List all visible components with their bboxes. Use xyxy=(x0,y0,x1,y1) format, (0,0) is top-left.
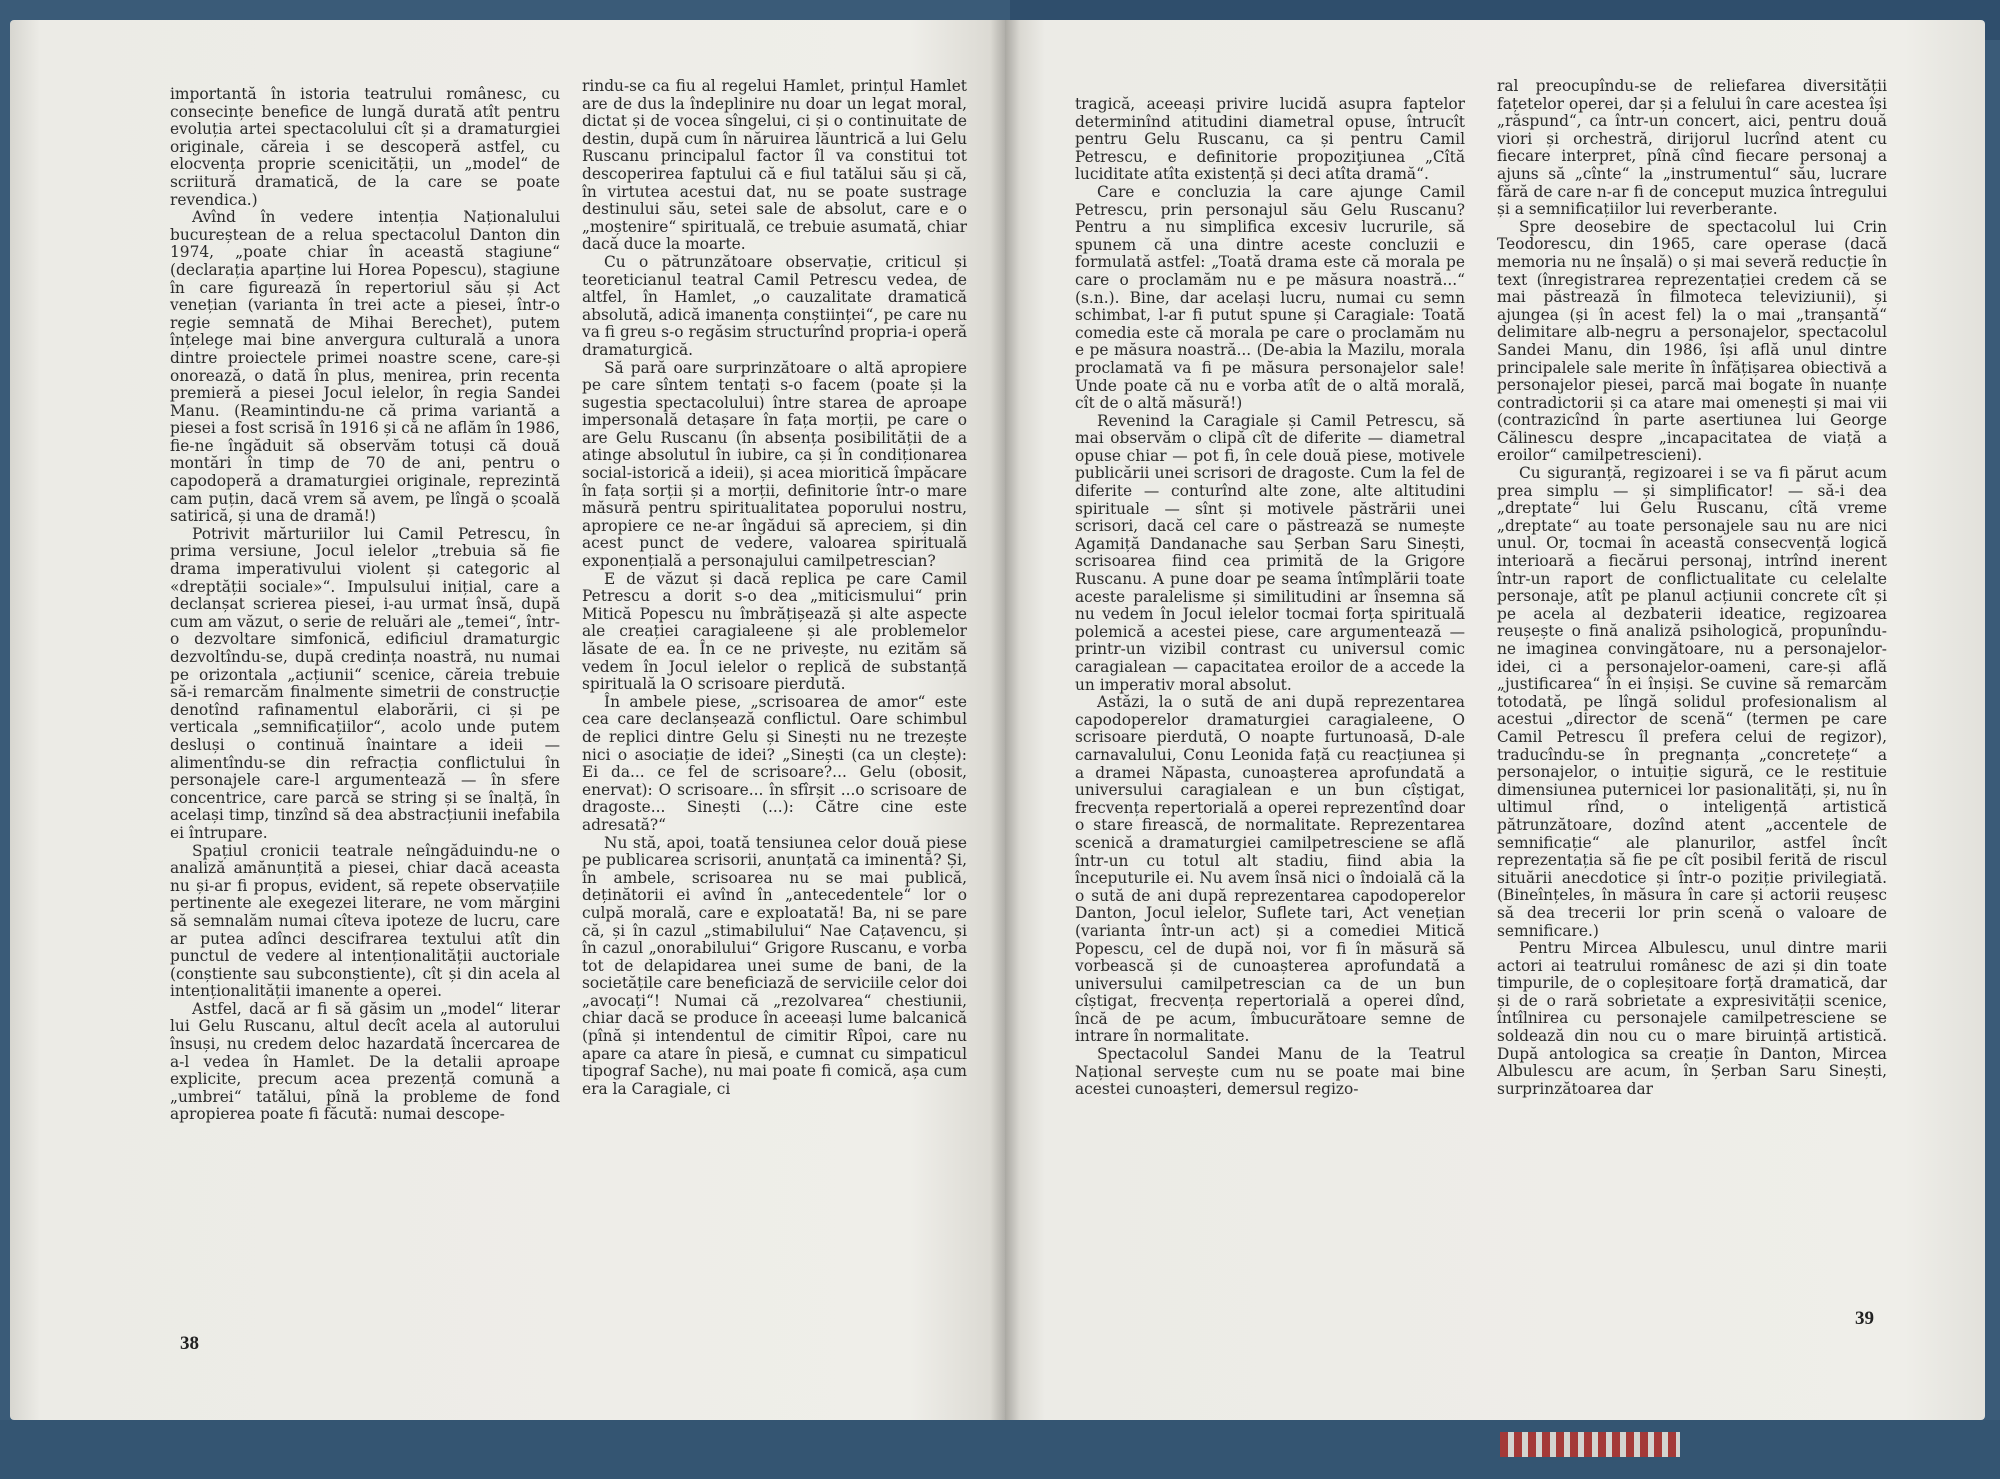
paragraph: Cu siguranță, regizoarei i se va fi părut acum prea simplu — și simplificator! — să-i dea „dreptate“ lui Gelu Ruscanu, cîtă vreme „dreptate“ au toate personajele sau nu are nici unul. Or, tocmai în această consecvență logică interioară a fiecărui personaj, intrînd inerent într-un raport de conflictualitate cu celelalte personaje, atît pe planul acțiunii concrete cît și pe acela al dezbaterii ideatice, regizoarea reușește o fină analiză psihologică, propunîndu-ne imaginea convingătoare, nu a personajelor-idei, ci a personajelor-oameni, care-și află „justificarea“ în ei înșiși. Se cuvine să remarcăm totodată, pe lîngă solidul profesionalism al acestui „director de scenă“ (termen pe care Camil Petrescu îl prefera celui de regizor), traducîndu-se în pregnanța „concretețe“ a personajelor, o intuiție sigură, ce le restituie dimensiunea puternicei lor pasionalități, și, nu în ultimul rînd, o inteligență artistică pătrunzătoare, dozînd atent „accentele de semnificație“ ale planurilor, astfel încît reprezentația să fie pe cît posibil ferită de riscul situării anecdotice și într-o poziție privilegiată. (Bineînțeles, în măsura în care și actorii reușesc să dea trecerii lor prin scenă o valoare de semnificare.) xyxy=(1497,464,1887,940)
page-number-right: 39 xyxy=(1855,1308,1874,1329)
paragraph: Nu stă, apoi, toată tensiunea celor două piese pe publicarea scrisorii, anunțată ca iminentă? Și, în ambele, scrisoarea nu se mai publică, deținătorii ei avînd în „antecedentele“ lor o culpă morală, care e exploatată! Ba, ni se pare că, și în cazul „stimabilului“ Nae Cațavencu, și în cazul „onorabilului“ Grigore Ruscanu, e vorba tot de delapidarea unei sume de bani, de la societățile care beneficiază de serviciile celor doi „avocați“! Numai că „rezolvarea“ chestiunii, chiar dacă se produce în aceeași lume balcanică (pînă și intendentul de cimitir Rîpoi, care nu apare ca atare în piesă, e cumnat cu simpaticul tipograf Sache), nu mai poate fi comică, așa cum era la Caragiale, ci xyxy=(582,833,967,1098)
paragraph: rindu-se ca fiu al regelui Hamlet, prințul Hamlet are de dus la îndeplinire nu doar un legat moral, dictat și de vocea sîngelui, ci și o continuitate de destin, după cum în năruirea lăuntrică a lui Gelu Ruscanu principalul factor îl va constitui tot descoperirea faptului că e fiul tatălui său și că, în virtutea acestui dat, nu se poate sustrage destinului său, setei sale de absolut, care e o „moștenire“ spirituală, ce trebuie asumată, chiar dacă duce la moarte. xyxy=(582,77,967,254)
paragraph: Pentru Mircea Albulescu, unul dintre marii actori ai teatrului românesc de azi și din toate timpurile, de o copleșitoare forță dramatică, dar și de o rară sobrietate a expresivității scenice, întîlnirea cu personajele camilpetresciene se soldează din nou cu o mare biruință artistică. După antologica sa creație în Danton, Mircea Albulescu are acum, în Șerban Saru Sinești, surprinzătoarea dar xyxy=(1497,939,1887,1098)
paragraph: Avînd în vedere intenția Naționalului bucureștean de a relua spectacolul Danton din 1974, „poate chiar în această stagiune“ (declarația aparține lui Horea Popescu), stagiune în care figurează în repertoriul său și Act venețian (varianta în trei acte a piesei, într-o regie semnată de Mihai Berechet), putem înțelege mai bine anvergura culturală a unora dintre proiectele primei noastre scene, care-și onorează, o dată în plus, menirea, prin recenta premieră a piesei Jocul ielelor, în regia Sandei Manu. (Reamintindu-ne că prima variantă a piesei a fost scrisă în 1916 și că ne aflăm în 1986, fie-ne îngăduit să observăm totuși că două montări în timp de 70 de ani, pentru o capodoperă a dramaturgiei originale, reprezintă cam puțin, dacă vrem să avem, pe lîngă o școală satirică, și una de dramă!) xyxy=(170,208,560,526)
paragraph: Spre deosebire de spectacolul lui Crin Teodorescu, din 1965, care operase (dacă memoria nu ne înșală) o și mai severă reducție în text (înregistrarea reprezentației credem că se mai păstrează în filmoteca televiziunii), și ajungea (și în acest fel) la o mai „tranșantă“ delimitare alb-negru a personajelor, spectacolul Sandei Manu, din 1986, își află unul dintre principalele sale merite în înfățișarea obiectivă a personajelor piesei, parcă mai bogate în nuanțe contradictorii și ca atare mai omenești și mai vii (contrazicînd în parte asertiunea lui George Călinescu despre „incapacitatea de viață a eroilor“ camilpetrescieni). xyxy=(1497,217,1887,465)
paragraph: Spectacolul Sandei Manu de la Teatrul Național servește cum nu se poate mai bine acestei cunoașteri, demersul regizo- xyxy=(1075,1045,1465,1099)
paragraph: Potrivit mărturiilor lui Camil Petrescu, în prima versiune, Jocul ielelor „trebuia să fie drama imperativului violent și categoric al «dreptății sociale»“. Impulsului inițial, care a declanșat scrierea piesei, i-au urmat însă, după cum am văzut, o serie de reluări ale „temei“, într-o dezvoltare simfonică, edificiul dramaturgic dezvoltîndu-se, după credința noastră, nu numai pe orizontala „acțiunii“ scenice, căreia trebuie să-i remarcăm finalmente simetrii de construcție denotînd rafinamentul elaborării, ci și pe verticala „semnificațiilor“, acolo unde putem desluși o continuă înaintare a ideii — alimentîndu-se din refracția conflictului în personajele care-l argumentează — în sfere concentrice, care parcă se string și se înalță, în același timp, tinzînd să dea abstracțiunii inefabila ei întrupare. xyxy=(170,524,560,842)
book-gutter xyxy=(990,20,1020,1420)
book-headband xyxy=(1500,1432,1680,1457)
paragraph: E de văzut și dacă replica pe care Camil Petrescu a dorit s-o dea „miticismului“ prin Mitică Popescu nu îmbrățișează și alte aspecte ale creației caragialeene și ale problemelor lăsate de ea. În ce ne privește, nu ezităm să vedem în Jocul ielelor o replică de substanță spirituală la O scrisoare pierdută. xyxy=(582,569,967,694)
paragraph: În ambele piese, „scrisoarea de amor“ este cea care declanșează conflictul. Oare schimbul de replici dintre Gelu și Sinești nu ne trezește nici o asociație de idei? „Sinești (ca un clește): Ei da... ce fel de scrisoare?... Gelu (obosit, enervat): O scrisoare... în sfîrșit ...o scrisoare de dragoste... Sinești (...): Către cine este adresată?“ xyxy=(582,692,967,834)
paragraph: Cu o pătrunzătoare observație, criticul și teoreticianul teatral Camil Petrescu vedea, de altfel, în Hamlet, „o cauzalitate dramatică absolută, adică imanența conștiinței“, pe care nu va fi greu s-o regăsim structurînd propria-i operă dramaturgică. xyxy=(582,252,967,359)
page-number-left: 38 xyxy=(180,1333,199,1354)
right-page-column-2 xyxy=(1497,78,1887,1098)
left-page-column-1 xyxy=(170,86,560,1124)
paragraph: Spațiul cronicii teatrale neîngăduindu-ne o analiză amănunțită a piesei, chiar dacă aceasta nu și-ar fi propus, evident, să repete observațiile pertinente ale exegezei literare, ne vom mărgini să semnalăm numai cîteva ipoteze de lucru, care ar putea adînci descifrarea textului atît din punctul de vedere al intenționalității auctoriale (conștiente sau subconștiente), cît și din acela al intenționalității imanente a operei. xyxy=(170,841,560,1001)
right-page-column-1 xyxy=(1075,96,1465,1099)
paragraph: Care e concluzia la care ajunge Camil Petrescu, prin personajul său Gelu Ruscanu? Pentru a nu simplifica excesiv lucrurile, să spunem că una dintre aceste concluzii e formulată astfel: „Toată drama este că morala pe care o proclamăm nu e pe măsura noastră...“ (s.n.). Bine, dar același lucru, numai cu semn schimbat, l-ar fi putut spune și Caragiale: Toată comedia este că morala pe care o proclamăm nu e pe măsura noastră... (De-abia la Mazilu, morala proclamată va fi pe măsura personajelor sale! Unde poate că nu e vorba atît de o altă morală, cît de o altă măsură!) xyxy=(1075,182,1465,413)
paragraph: Astăzi, la o sută de ani după reprezentarea capodoperelor dramaturgiei caragialeene, O scrisoare pierdută, O noapte furtunoasă, D-ale carnavalului, Conu Leonida față cu reacțiunea și a dramei Năpasta, cunoașterea aprofundată a universului caragialean e un bun cîștigat, frecvența repertorială a operei reprezentînd doar o stare firească, de normalitate. Reprezentarea scenică a dramaturgiei camilpetresciene se află într-un cu totul alt stadiu, fiind abia la începuturile ei. Nu avem însă nici o îndoială că la o sută de ani după reprezentarea capodoperelor Danton, Jocul ielelor, Suflete tari, Act venețian (varianta într-un act) și a comediei Mitică Popescu, cel de după noi, vor fi în măsură să vorbească și de cunoașterea aprofundată a universului camilpetrescian ca de un bun cîștigat, frecvența repertorială a operei dînd, încă de pe acum, îmbucurătoare semne de intrare în normalitate. xyxy=(1075,693,1465,1046)
paragraph: Revenind la Caragiale și Camil Petrescu, să mai observăm o clipă cît de diferite — diametral opuse chiar — pot fi, în cele două piese, motivele publicării unei scrisori de dragoste. Cum la fel de diferite — conturînd alte zone, alte altitudini spirituale — sînt și motivele păstrării unei scrisori, dacă cel care o păstrează se numește Agamiță Dandanache sau Șerban Saru Sinești, scrisoarea fiind cea primită de la Grigore Ruscanu. A pune doar pe seama întîmplării toate aceste paralelisme și similitudini ar însemna să nu vedem în Jocul ielelor tocmai forța spirituală polemică a acestei piese, care argumentează — printr-un vizibil contrast cu universul comic caragialean — capacitatea eroilor de a accede la un imperativ moral absolut. xyxy=(1075,411,1465,694)
book-cover-bottom xyxy=(0,1420,2000,1479)
paragraph: ral preocupîndu-se de reliefarea diversității fațetelor operei, dar și a felului în care acestea își „răspund“, ca într-un concert, aici, pentru două viori și orchestră, dirijorul lucrînd atent cu fiecare interpret, pînă cînd fiecare personaj a ajuns să „cînte“ la „instrumentul“ său, lucrare fără de care n-ar fi de conceput muzica întregului și a semnificațiilor lui reverberante. xyxy=(1497,77,1887,219)
paragraph: Astfel, dacă ar fi să găsim un „model“ literar lui Gelu Ruscanu, altul decît acela al autorului însuși, nu credem deloc hazardată încercarea de a-l vedea în Hamlet. De la detalii aproape explicite, precum acea prezență comună a „umbrei“ tatălui, pînă la probleme de fond apropierea poate fi făcută: numai descope- xyxy=(170,999,560,1124)
paragraph: tragică, aceeași privire lucidă asupra faptelor determinînd atitudini diametral opuse, întrucît pentru Gelu Ruscanu, ca și pentru Camil Petrescu, e definitorie propoziţiunea „Cîtă luciditate atîta existență și deci atîta dramă“. xyxy=(1075,95,1465,184)
left-page-column-2 xyxy=(582,78,967,1098)
paragraph: Să pară oare surprinzătoare o altă apropiere pe care sîntem tentați s-o facem (poate și la sugestia spectacolului) între starea de aproape impersonală detașare în fața morții, pe care o are Gelu Ruscanu (în absența posibilității de a atinge absolutul în iubire, ca și în condiționarea social-istorică a ideii), și acea mioritică împăcare în fața sorții și a morții, definitorie într-o mare măsură pentru spiritualitatea poporului nostru, apropiere ce ne-ar îngădui să apreciem, și din acest punct de vedere, valoarea spirituală exponențială a personajului camilpetrescian? xyxy=(582,358,967,571)
paragraph: importantă în istoria teatrului românesc, cu consecințe benefice de lungă durată atît pentru evoluția artei spectacolului cît și a dramaturgiei originale, căreia i se descoperă astfel, cu elocvența proprie scenicității, un „model“ de scriitură dramatică, de la care se poate revendica.) xyxy=(170,85,560,209)
